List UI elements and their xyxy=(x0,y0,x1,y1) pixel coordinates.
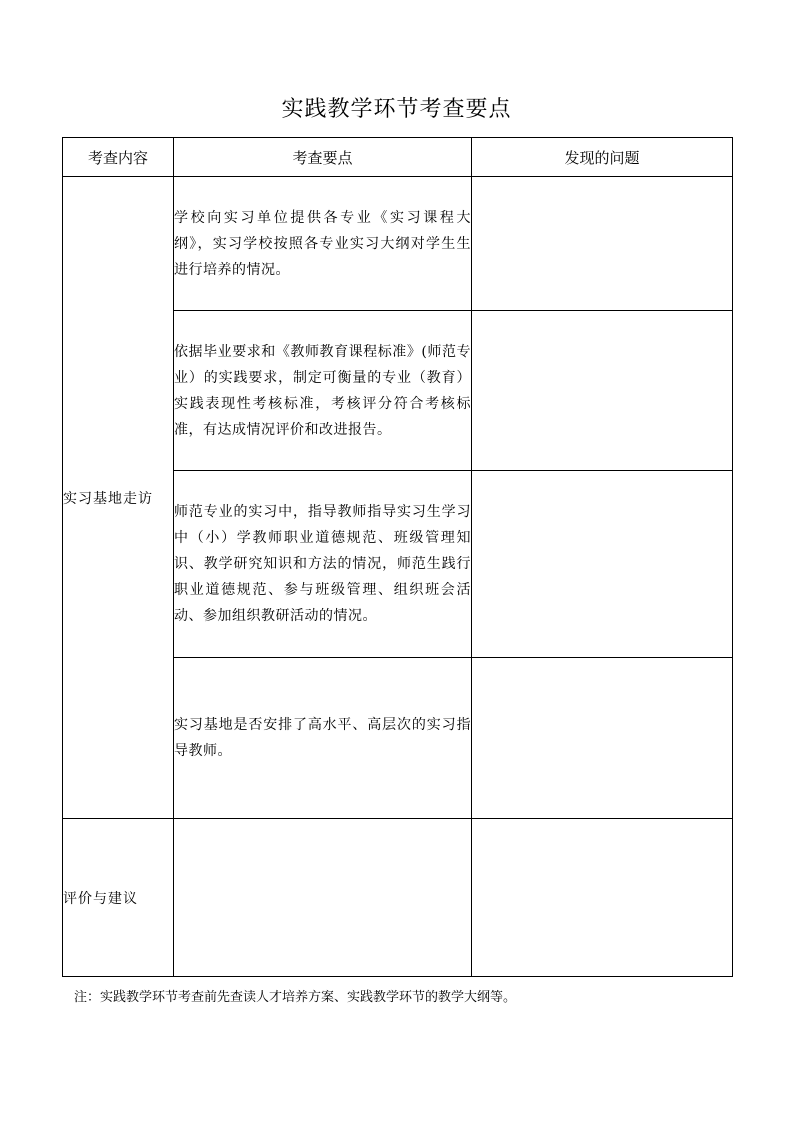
issue-cell xyxy=(472,658,733,819)
table-row xyxy=(63,177,733,311)
footnote: 注：实践教学环节考查前先查读人才培养方案、实践教学环节的教学大纲等。 xyxy=(74,990,517,1005)
header-issues-found: 发现的问题 xyxy=(472,138,733,177)
category-cell: 实习基地走访 xyxy=(63,177,174,819)
table-row xyxy=(63,819,733,977)
key-point-cell: 学校向实习单位提供各专业《实习课程大纲》，实习学校按照各专业实习大纲对学生生进行培养的情况。 xyxy=(174,177,472,311)
page-title: 实践教学环节考查要点 xyxy=(281,97,512,122)
category-cell: 评价与建议 xyxy=(63,819,174,977)
issue-cell xyxy=(472,471,733,658)
inspection-table xyxy=(62,137,733,977)
header-category: 考查内容 xyxy=(63,138,174,177)
key-point-cell: 师范专业的实习中，指导教师指导实习生学习中（小）学教师职业道德规范、班级管理知识、教学研究知识和方法的情况，师范生践行职业道德规范、参与班级管理、组织班会活动、参加组织教研活动的情况。 xyxy=(174,471,472,658)
key-point-cell xyxy=(174,819,472,977)
key-point-cell: 实习基地是否安排了高水平、高层次的实习指导教师。 xyxy=(174,658,472,819)
issue-cell xyxy=(472,311,733,471)
issue-cell xyxy=(472,819,733,977)
key-point-cell: 依据毕业要求和《教师教育课程标准》(师范专业）的实践要求，制定可衡量的专业（教育）实践表现性考核标准，考核评分符合考核标准，有达成情况评价和改进报告。 xyxy=(174,311,472,471)
issue-cell xyxy=(472,177,733,311)
header-key-points: 考查要点 xyxy=(174,138,472,177)
table-header-row xyxy=(63,138,733,177)
